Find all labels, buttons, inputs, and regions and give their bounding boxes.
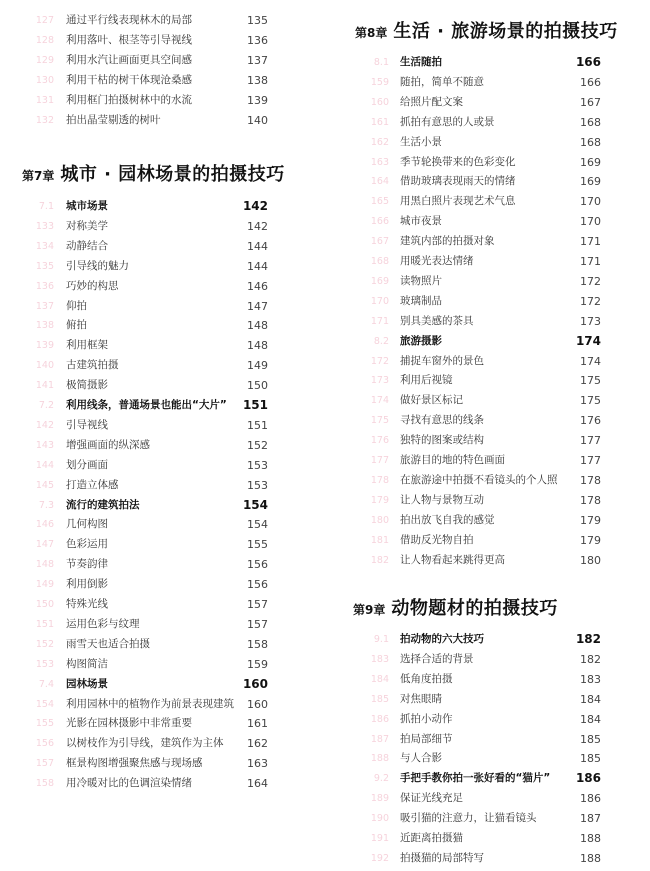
- entry-title: 对称美学: [66, 219, 108, 232]
- entry-title: 近距离拍摄猫: [400, 832, 463, 844]
- entry-number: 166: [370, 216, 389, 228]
- entry-page-number: 169: [580, 155, 601, 169]
- entry-number: 168: [370, 256, 389, 267]
- entry-title: 利用水汽让画面更具空间感: [66, 53, 192, 66]
- entry-page-number: 157: [247, 598, 268, 611]
- chapter8-heading: [355, 17, 618, 43]
- entry-title: 动静结合: [66, 239, 108, 252]
- entry-title: 拍出放飞自我的感觉: [400, 513, 495, 526]
- entry-title: 寻找有意思的线条: [400, 414, 484, 427]
- entry-page-number: 172: [580, 294, 601, 308]
- entry-title: 俯拍: [66, 319, 87, 332]
- entry-page-number: 163: [247, 757, 268, 771]
- entry-number: 178: [370, 474, 389, 486]
- entry-title: 运用色彩与纹理: [66, 617, 140, 630]
- entry-number: 135: [35, 260, 54, 272]
- entry-number: 171: [370, 315, 389, 327]
- entry-title: 手把手教你拍一张好看的“猫片”: [400, 772, 551, 785]
- entry-page-number: 151: [242, 398, 268, 412]
- entry-number: 182: [370, 554, 389, 566]
- entry-title: 利用框架: [66, 339, 108, 352]
- entry-page-number: 168: [580, 135, 601, 149]
- chapter-label: 第7章: [22, 169, 55, 183]
- entry-page-number: 177: [580, 434, 601, 448]
- entry-title: 增强画面的纵深感: [66, 438, 150, 451]
- entry-page-number: 167: [580, 95, 601, 109]
- entry-title: 节奏韵律: [66, 558, 108, 571]
- entry-title: 极简摄影: [66, 379, 108, 392]
- entry-title: 拍摄猫的局部特写: [400, 851, 484, 864]
- entry-page-number: 155: [247, 538, 268, 552]
- entry-title: 巧妙的构思: [66, 279, 119, 292]
- entry-number: 162: [370, 136, 389, 148]
- entry-number: 140: [35, 360, 54, 372]
- entry-number: 159: [370, 76, 389, 88]
- entry-number: 142: [35, 419, 54, 431]
- entry-title: 让人物与景物互动: [400, 493, 484, 506]
- entry-page-number: 149: [247, 359, 268, 373]
- entry-page-number: 156: [247, 578, 268, 592]
- entry-page-number: 176: [580, 414, 601, 428]
- entry-number: 160: [370, 96, 389, 108]
- entry-page-number: 172: [580, 274, 601, 288]
- entry-title: 让人物看起来跳得更高: [400, 553, 505, 566]
- entry-page-number: 159: [247, 657, 268, 671]
- entry-title: 打造立体感: [66, 478, 119, 491]
- entry-number: 134: [35, 240, 54, 252]
- entry-page-number: 152: [247, 438, 268, 452]
- entry-title: 吸引猫的注意力，让猫看镜头: [400, 812, 537, 825]
- entry-number: 176: [370, 435, 389, 447]
- entry-page-number: 166: [575, 55, 601, 69]
- entry-title: 低角度拍摄: [400, 672, 453, 685]
- entry-title: 给照片配文案: [400, 95, 463, 108]
- entry-title: 拍局部细节: [400, 732, 453, 745]
- entry-page-number: 160: [247, 697, 268, 711]
- entry-title: 选择合适的背景: [400, 652, 474, 665]
- chapter-title: 城市 · 园林场景的拍摄技巧: [60, 164, 285, 185]
- entry-page-number: 154: [247, 518, 268, 532]
- entry-number: 7.4: [38, 678, 54, 690]
- entry-title: 框景构图增强聚焦感与现场感: [66, 757, 203, 770]
- entry-page-number: 147: [247, 299, 268, 313]
- entry-title: 旅游摄影: [400, 334, 442, 347]
- entry-page-number: 182: [575, 632, 601, 646]
- chapter-label: 第8章: [355, 26, 388, 40]
- entry-page-number: 185: [580, 732, 601, 746]
- entry-number: 144: [35, 459, 54, 471]
- entry-title: 古建筑拍摄: [66, 359, 119, 372]
- entry-number: 192: [370, 852, 389, 864]
- entry-number: 139: [35, 340, 54, 352]
- entry-title: 光影在园林摄影中非常重要: [66, 717, 192, 730]
- entry-number: 146: [35, 519, 54, 531]
- entry-page-number: 162: [247, 737, 268, 751]
- entry-number: 131: [35, 94, 54, 106]
- entry-page-number: 166: [580, 75, 601, 89]
- entry-title: 与人合影: [400, 752, 442, 765]
- entry-page-number: 174: [580, 354, 601, 368]
- entry-number: 161: [370, 116, 389, 128]
- chapter-title: 生活 · 旅游场景的拍摄技巧: [393, 21, 618, 42]
- entry-title: 捕捉车窗外的景色: [400, 354, 484, 367]
- entry-number: 138: [35, 320, 54, 332]
- entry-page-number: 184: [580, 692, 601, 706]
- entry-title: 拍动物的六大技巧: [400, 633, 484, 645]
- entry-page-number: 138: [247, 73, 268, 87]
- entry-page-number: 160: [242, 676, 268, 691]
- entry-title: 利用园林中的植物作为前景表现建筑: [66, 697, 234, 710]
- entry-page-number: 177: [580, 454, 601, 467]
- entry-number: 158: [35, 778, 54, 790]
- entry-title: 在旅游途中拍摄不看镜头的个人照: [400, 473, 558, 486]
- entry-number: 130: [35, 74, 54, 86]
- entry-title: 对焦眼睛: [400, 692, 442, 705]
- entry-number: 136: [35, 280, 54, 292]
- entry-title: 用暖光表达情绪: [400, 255, 474, 267]
- entry-title: 利用后视镜: [400, 374, 453, 387]
- chapter9-heading: [353, 594, 558, 620]
- entry-page-number: 183: [580, 672, 601, 686]
- entry-page-number: 185: [580, 752, 601, 766]
- entry-title: 仰拍: [66, 299, 87, 312]
- entry-number: 129: [35, 54, 54, 66]
- entry-number: 7.3: [38, 499, 54, 511]
- entry-title: 构图简洁: [66, 657, 108, 670]
- entry-page-number: 148: [247, 319, 268, 333]
- entry-page-number: 179: [580, 533, 601, 547]
- entry-page-number: 142: [247, 219, 268, 233]
- entry-title: 城市夜景: [400, 215, 442, 228]
- entry-number: 191: [370, 833, 389, 844]
- entry-page-number: 144: [247, 239, 268, 253]
- entry-page-number: 173: [580, 314, 601, 328]
- entry-number: 8.2: [373, 335, 389, 347]
- entry-number: 172: [370, 355, 389, 367]
- entry-title: 利用线条，普通场景也能出“大片”: [66, 399, 227, 411]
- entry-number: 149: [35, 579, 54, 591]
- entry-title: 利用落叶、根茎等引导视线: [66, 33, 192, 46]
- entry-number: 180: [370, 514, 389, 526]
- entry-page-number: 171: [580, 255, 601, 268]
- entry-page-number: 161: [247, 717, 268, 731]
- entry-number: 148: [35, 559, 54, 571]
- entry-page-number: 184: [580, 712, 601, 726]
- entry-title: 拍出晶莹剔透的树叶: [66, 113, 161, 126]
- entry-title: 以树枝作为引导线，建筑作为主体: [66, 737, 224, 750]
- entry-page-number: 137: [247, 53, 268, 67]
- entry-page-number: 142: [242, 199, 268, 213]
- entry-number: 190: [370, 813, 389, 825]
- entry-title: 生活随拍: [400, 56, 442, 68]
- entry-title: 别具美感的茶具: [400, 314, 474, 327]
- entry-number: 175: [370, 415, 389, 427]
- chapter-label: 第9章: [353, 603, 386, 617]
- entry-title: 旅游目的地的特色画面: [400, 454, 505, 466]
- entry-number: 137: [35, 300, 54, 312]
- entry-number: 153: [35, 658, 54, 670]
- entry-title: 保证光线充足: [400, 792, 463, 805]
- entry-page-number: 146: [247, 279, 268, 293]
- entry-page-number: 188: [580, 832, 601, 845]
- entry-page-number: 186: [580, 792, 601, 806]
- entry-title: 读物照片: [400, 274, 442, 287]
- entry-page-number: 178: [580, 473, 601, 487]
- entry-page-number: 170: [580, 195, 601, 209]
- entry-title: 抓拍小动作: [400, 712, 453, 725]
- entry-page-number: 135: [247, 14, 268, 27]
- entry-page-number: 158: [247, 637, 268, 651]
- entry-title: 独特的图案或结构: [400, 434, 484, 447]
- entry-page-number: 175: [580, 374, 601, 388]
- entry-number: 169: [370, 275, 389, 287]
- entry-number: 179: [370, 494, 389, 506]
- entry-number: 170: [370, 295, 389, 307]
- entry-title: 引导线的魅力: [66, 259, 129, 272]
- entry-page-number: 136: [247, 33, 268, 47]
- entry-number: 185: [370, 693, 389, 705]
- entry-number: 8.1: [373, 57, 389, 68]
- entry-page-number: 164: [247, 777, 268, 791]
- entry-title: 划分画面: [66, 458, 108, 471]
- entry-number: 132: [35, 114, 54, 126]
- entry-number: 143: [35, 439, 54, 451]
- entry-title: 随拍，简单不随意: [400, 75, 484, 88]
- entry-page-number: 188: [580, 851, 601, 865]
- entry-page-number: 168: [580, 115, 601, 129]
- entry-number: 188: [370, 753, 389, 765]
- entry-number: 163: [370, 156, 389, 168]
- entry-page-number: 150: [247, 379, 268, 393]
- entry-title: 城市场景: [66, 200, 108, 212]
- entry-number: 133: [35, 220, 54, 232]
- entry-page-number: 170: [580, 215, 601, 229]
- entry-number: 177: [370, 455, 389, 466]
- entry-number: 183: [370, 653, 389, 665]
- entry-page-number: 186: [575, 771, 601, 786]
- entry-title: 色彩运用: [66, 538, 108, 551]
- entry-title: 玻璃制品: [400, 294, 442, 307]
- entry-title: 特殊光线: [66, 598, 108, 610]
- entry-number: 184: [370, 673, 389, 685]
- entry-number: 150: [35, 599, 54, 610]
- entry-page-number: 156: [247, 558, 268, 572]
- entry-page-number: 153: [247, 458, 268, 472]
- entry-page-number: 144: [247, 259, 268, 273]
- entry-title: 利用框门拍摄树林中的水流: [66, 93, 192, 106]
- entry-page-number: 157: [247, 617, 268, 631]
- entry-number: 7.2: [38, 400, 54, 411]
- entry-page-number: 171: [580, 235, 601, 249]
- entry-page-number: 148: [247, 339, 268, 353]
- entry-title: 流行的建筑拍法: [66, 498, 140, 511]
- entry-title: 季节轮换带来的色彩变化: [400, 155, 516, 168]
- entry-title: 抓拍有意思的人或景: [400, 115, 495, 128]
- entry-title: 借助反光物自拍: [400, 533, 474, 546]
- entry-number: 152: [35, 638, 54, 650]
- entry-number: 147: [35, 539, 54, 551]
- entry-page-number: 187: [580, 812, 601, 826]
- entry-title: 生活小景: [400, 135, 442, 148]
- entry-title: 建筑内部的拍摄对象: [400, 235, 495, 248]
- entry-page-number: 175: [580, 394, 601, 408]
- entry-number: 164: [370, 176, 389, 188]
- entry-title: 通过平行线表现林木的局部: [66, 14, 192, 26]
- entry-number: 9.2: [373, 773, 389, 785]
- entry-title: 利用倒影: [66, 578, 108, 591]
- entry-page-number: 151: [247, 418, 268, 432]
- entry-number: 154: [35, 698, 54, 710]
- entry-number: 145: [35, 479, 54, 491]
- entry-number: 157: [35, 758, 54, 770]
- entry-number: 141: [35, 380, 54, 392]
- entry-page-number: 174: [575, 333, 601, 348]
- entry-title: 用黑白照片表现艺术气息: [400, 195, 516, 208]
- entry-number: 7.1: [38, 201, 54, 212]
- entry-title: 借助玻璃表现雨天的情绪: [400, 175, 516, 188]
- entry-number: 165: [370, 196, 389, 208]
- entry-title: 园林场景: [66, 677, 108, 690]
- chapter-title: 动物题材的拍摄技巧: [391, 598, 558, 619]
- entry-number: 9.1: [373, 634, 389, 645]
- entry-number: 187: [370, 733, 389, 745]
- entry-number: 155: [35, 718, 54, 730]
- entry-number: 174: [370, 395, 389, 407]
- entry-page-number: 153: [247, 478, 268, 492]
- entry-page-number: 139: [247, 93, 268, 107]
- entry-page-number: 178: [580, 493, 601, 507]
- entry-title: 做好景区标记: [400, 394, 463, 407]
- entry-number: 173: [370, 375, 389, 387]
- entry-page-number: 182: [580, 652, 601, 666]
- entry-page-number: 169: [580, 175, 601, 189]
- entry-number: 189: [370, 793, 389, 805]
- entry-number: 181: [370, 534, 389, 546]
- entry-number: 127: [35, 15, 54, 26]
- chapter7-heading: [22, 160, 285, 186]
- entry-number: 151: [35, 618, 54, 630]
- entry-title: 雨雪天也适合拍摄: [66, 637, 150, 650]
- entry-page-number: 154: [242, 497, 268, 512]
- entry-title: 引导视线: [66, 418, 108, 431]
- entry-number: 156: [35, 738, 54, 750]
- entry-title: 几何构图: [66, 518, 108, 531]
- entry-title: 用冷暖对比的色调渲染情绪: [66, 777, 192, 790]
- entry-number: 167: [370, 236, 389, 248]
- entry-page-number: 180: [580, 553, 601, 567]
- entry-number: 186: [370, 713, 389, 725]
- entry-page-number: 179: [580, 513, 601, 527]
- entry-page-number: 140: [247, 113, 268, 127]
- entry-number: 128: [35, 34, 54, 46]
- entry-title: 利用干枯的树干体现沧桑感: [66, 73, 192, 86]
